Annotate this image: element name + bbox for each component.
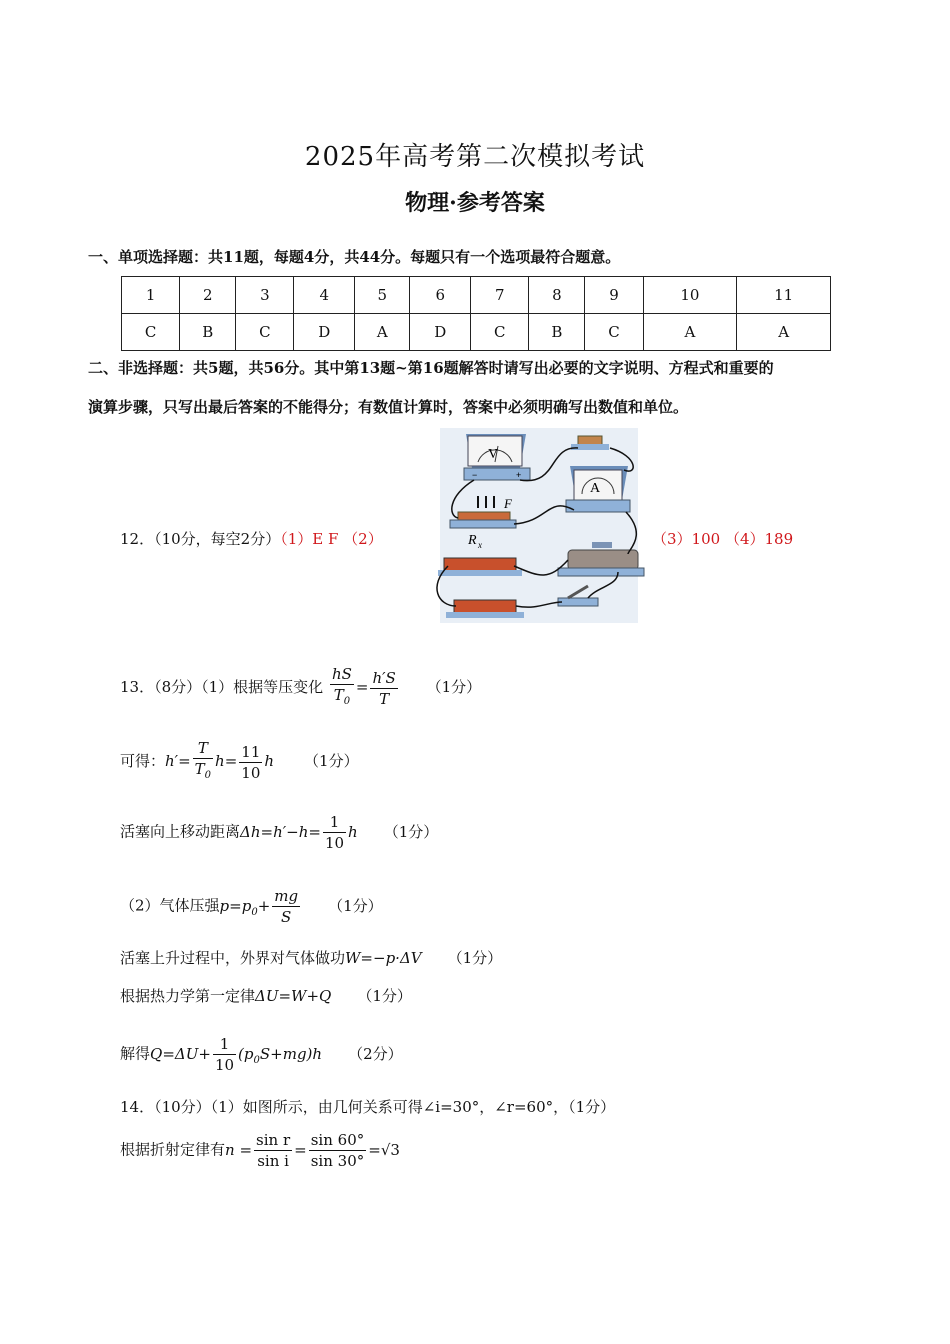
question-number-cell: 3 [236, 277, 294, 314]
q13-l1-text: 13．（8分）（1）根据等压变化 [120, 678, 324, 696]
q12-line [120, 528, 383, 549]
q13-l4-text: （2）气体压强 [120, 896, 220, 915]
q13-line1: 13．（8分）（1）根据等压变化 $\frac{hS}{T_0}$ = $\frac{h'S}{T}$ （1分） [120, 664, 481, 712]
q13-score-1: （1分） [426, 678, 482, 696]
q13-first-law-expr: ΔU=W+Q [255, 987, 332, 1005]
q14-line1: 14．（10分）（1）如图所示，由几何关系可得∠i=30°，∠r=60°，（1分） [120, 1098, 616, 1116]
answer-cell: C [585, 314, 643, 351]
question-number-cell: 11 [737, 277, 831, 314]
ammeter-label: A [590, 481, 601, 496]
q13-line3: 活塞向上移动距离Δh=h′−h= $\frac{1}{10}$ h （1分） [120, 813, 439, 852]
answer-cell: A [355, 314, 410, 351]
question-number-cell: 10 [643, 277, 737, 314]
q13-l3-text: 活塞向上移动距离 [120, 822, 241, 841]
answer-table-answers [122, 314, 831, 351]
q13-fraction-1: $\frac{hS}{T_0}$ [331, 665, 352, 707]
section2-heading-line1: 二、非选择题：共5题，共56分。其中第13题~第16题解答时请写出必要的文字说明、方程式和重要的 [88, 359, 774, 377]
q14-fraction-1: $\frac{\text{sin r}}{\text{sin i}}$ [256, 1131, 291, 1170]
q13-fraction-3: $\frac{T}{T_0}$ [194, 739, 212, 781]
q14-l2-text: 根据折射定律有 [120, 1140, 226, 1159]
answer-cell: C [471, 314, 529, 351]
q13-l2-text: 可得： [120, 752, 166, 770]
answer-table [121, 276, 831, 351]
q13-score-3: （1分） [383, 822, 439, 841]
q13-l7-text: 解得 [120, 1044, 151, 1063]
question-number-cell: 2 [180, 277, 236, 314]
q13-line6 [120, 985, 412, 1006]
question-number-cell: 5 [355, 277, 410, 314]
answer-table-numbers [122, 277, 831, 314]
rx-sub: x [478, 540, 482, 550]
voltmeter-minus: − [472, 470, 478, 480]
q13-line5 [120, 947, 502, 968]
q14-fraction-2: $\frac{\sin 60^\circ}{\sin 30^\circ}$ [310, 1131, 365, 1170]
question-number-cell: 7 [471, 277, 529, 314]
question-number-cell: 6 [410, 277, 471, 314]
answer-cell: B [180, 314, 236, 351]
q14-line2: 根据折射定律有n = $\frac{\text{sin r}}{\text{sin i}}$ = $\frac{\sin 60^\circ}{\sin 30^\circ}$ =√3 [120, 1131, 400, 1170]
section2-heading-line2: 演算步骤，只写出最后答案的不能得分；有数值计算时，答案中必须明确写出数值和单位。 [88, 398, 689, 416]
q12-answer-1: （1）E F （2） [280, 530, 383, 548]
answer-cell: A [643, 314, 737, 351]
rx-label: R [468, 533, 477, 548]
q13-l6-text: 根据热力学第一定律 [120, 987, 256, 1005]
q13-fraction-4: $\frac{11}{10}$ [241, 742, 261, 782]
q13-score-6: （1分） [357, 987, 412, 1005]
q13-fraction-6: $\frac{mg}{S}$ [274, 887, 299, 926]
section1-heading: 一、单项选择题：共11题，每题4分，共44分。每题只有一个选项最符合题意。 [88, 248, 621, 266]
q13-line2: 可得：h′= $\frac{T}{T_0}$ h= $\frac{11}{10}$ h （1分） [120, 738, 359, 786]
q13-score-7: （2分） [348, 1044, 403, 1063]
q13-line7: 解得Q=ΔU+ $\frac{1}{10}$ $(p_0S+mg)h$ （2分） [120, 1035, 403, 1074]
circuit-figure [428, 426, 654, 626]
q13-score-5: （1分） [447, 949, 503, 967]
q13-fraction-2: $\frac{h'S}{T}$ [372, 668, 396, 708]
voltmeter-plus: + [516, 470, 522, 480]
answer-cell: C [122, 314, 180, 351]
question-number-cell: 8 [529, 277, 585, 314]
question-number-cell: 4 [294, 277, 355, 314]
answer-cell: D [294, 314, 355, 351]
force-label: F [504, 496, 512, 511]
answer-cell: D [410, 314, 471, 351]
q13-work-expr: W=−p·ΔV [345, 949, 422, 967]
page-subtitle: 物理·参考答案 [405, 190, 545, 216]
q12-answer-2: （3）100 （4）189 [652, 530, 794, 548]
answer-cell: A [737, 314, 831, 351]
q13-line4: （2）气体压强$p=p_0+$ $\frac{mg}{S}$ （1分） [120, 887, 383, 926]
q13-score-4: （1分） [328, 896, 383, 915]
answer-cell: B [529, 314, 585, 351]
q12-label: 12．（10分，每空2分） [120, 530, 281, 548]
question-number-cell: 1 [122, 277, 180, 314]
question-number-cell: 9 [585, 277, 643, 314]
q13-fraction-7: $\frac{1}{10}$ [214, 1035, 235, 1074]
q13-fraction-5: $\frac{1}{10}$ [324, 813, 345, 852]
q13-score-2: （1分） [304, 752, 359, 770]
voltmeter-label: V [488, 447, 499, 462]
answer-cell: C [236, 314, 294, 351]
q13-l5-text: 活塞上升过程中，外界对气体做功 [120, 949, 346, 967]
page-title: 2025年高考第二次模拟考试 [304, 142, 646, 172]
